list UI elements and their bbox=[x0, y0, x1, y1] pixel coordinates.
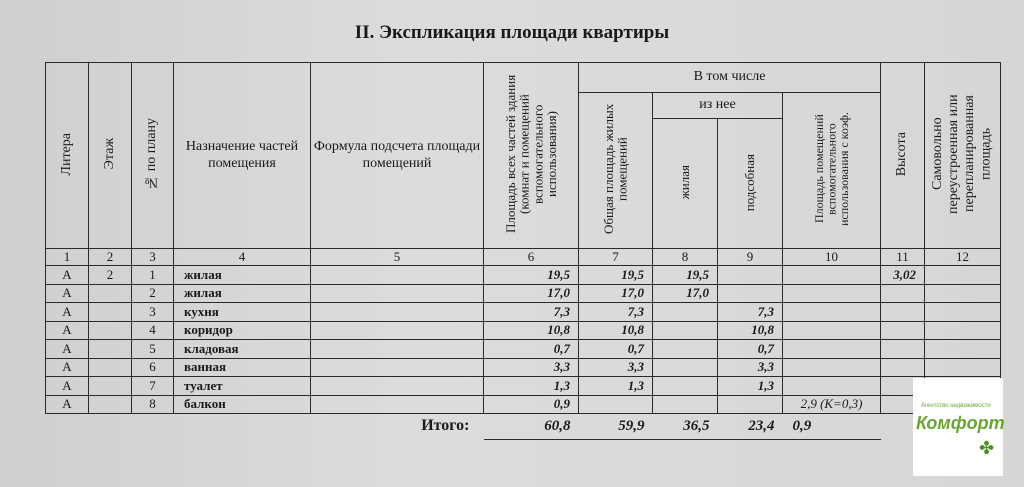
table-row bbox=[46, 266, 1001, 285]
header-floor-text: Этаж bbox=[101, 138, 117, 170]
cell-aux: 3,3 bbox=[718, 358, 783, 377]
col-num: 7 bbox=[579, 249, 653, 266]
cell-aux bbox=[718, 395, 783, 414]
cell-total: 0,7 bbox=[484, 340, 579, 359]
cell-common: 1,3 bbox=[579, 377, 653, 396]
cell-total: 1,3 bbox=[484, 377, 579, 396]
cell-name: кухня bbox=[174, 303, 311, 322]
cell-height bbox=[881, 284, 925, 303]
header-auxiliary-text: подсобная bbox=[742, 153, 758, 211]
header-common-living bbox=[579, 93, 653, 249]
cell-floor bbox=[89, 358, 132, 377]
table-row bbox=[46, 284, 1001, 303]
total-aux: 23,4 bbox=[718, 414, 783, 440]
cell-living bbox=[653, 303, 718, 322]
cell-lit: А bbox=[46, 303, 89, 322]
cell-floor bbox=[89, 284, 132, 303]
cell-living bbox=[653, 340, 718, 359]
col-num: 6 bbox=[484, 249, 579, 266]
col-num: 12 bbox=[925, 249, 1001, 266]
cell-common: 7,3 bbox=[579, 303, 653, 322]
total-common: 59,9 bbox=[579, 414, 653, 440]
table-row bbox=[46, 303, 1001, 322]
cell-empty bbox=[311, 377, 484, 396]
cell-floor bbox=[89, 395, 132, 414]
cell-aux-k: 2,9 (К=0,3) bbox=[783, 395, 881, 414]
cell-aux-k bbox=[783, 340, 881, 359]
cell-total: 3,3 bbox=[484, 358, 579, 377]
cell-floor: 2 bbox=[89, 266, 132, 285]
col-num: 8 bbox=[653, 249, 718, 266]
cell-common: 17,0 bbox=[579, 284, 653, 303]
cell-aux: 7,3 bbox=[718, 303, 783, 322]
cell-aux-k bbox=[783, 321, 881, 340]
header-floor bbox=[89, 63, 132, 249]
cell-name: кладовая bbox=[174, 340, 311, 359]
header-unauthorized bbox=[925, 63, 1001, 249]
cell-empty bbox=[925, 284, 1001, 303]
cell-empty bbox=[925, 303, 1001, 322]
cell-lit: А bbox=[46, 284, 89, 303]
col-num: 1 bbox=[46, 249, 89, 266]
explication-table bbox=[45, 62, 1001, 440]
cell-floor bbox=[89, 303, 132, 322]
logo bbox=[913, 378, 1003, 476]
cell-no: 3 bbox=[132, 303, 174, 322]
cell-total: 17,0 bbox=[484, 284, 579, 303]
cell-height: 3,02 bbox=[881, 266, 925, 285]
header-litera bbox=[46, 63, 89, 249]
header-height bbox=[881, 63, 925, 249]
cell-empty bbox=[311, 395, 484, 414]
cell-total: 10,8 bbox=[484, 321, 579, 340]
cell-lit: А bbox=[46, 358, 89, 377]
cell-height bbox=[881, 321, 925, 340]
cell-height bbox=[881, 303, 925, 322]
header-aux-coef bbox=[783, 93, 881, 249]
cell-aux bbox=[718, 284, 783, 303]
cell-aux bbox=[718, 266, 783, 285]
column-number-row bbox=[46, 249, 1001, 266]
cell-living bbox=[653, 321, 718, 340]
totals-row bbox=[46, 414, 1001, 440]
cell-empty bbox=[925, 358, 1001, 377]
header-total-area-text: Площадь всех частей здания (комнат и помещений вспомогательного использования) bbox=[502, 75, 559, 234]
header-common-living-text: Общая площадь жилых помещений bbox=[600, 104, 630, 235]
col-num: 4 bbox=[174, 249, 311, 266]
cell-empty bbox=[311, 266, 484, 285]
header-auxiliary bbox=[718, 119, 783, 249]
header-of-which: из нее bbox=[653, 93, 783, 119]
cell-empty bbox=[311, 358, 484, 377]
total-living: 36,5 bbox=[653, 414, 718, 440]
cell-no: 7 bbox=[132, 377, 174, 396]
cell-no: 4 bbox=[132, 321, 174, 340]
cell-living: 17,0 bbox=[653, 284, 718, 303]
cell-lit: А bbox=[46, 395, 89, 414]
header-plan-no-text: № по плану bbox=[144, 118, 160, 191]
cell-aux: 0,7 bbox=[718, 340, 783, 359]
col-num: 9 bbox=[718, 249, 783, 266]
cell-empty bbox=[311, 340, 484, 359]
cell-lit: А bbox=[46, 340, 89, 359]
cell-floor bbox=[89, 377, 132, 396]
cell-no: 2 bbox=[132, 284, 174, 303]
col-num: 11 bbox=[881, 249, 925, 266]
header-aux-coef-text: Площадь помещений вспомогательного использования с коэф. bbox=[811, 112, 851, 227]
table-row bbox=[46, 395, 1001, 414]
table-row bbox=[46, 377, 1001, 396]
cell-common: 0,7 bbox=[579, 340, 653, 359]
cell-empty bbox=[311, 303, 484, 322]
cell-empty bbox=[925, 321, 1001, 340]
total-aux-coef: 0,9 bbox=[783, 414, 881, 440]
cell-name: туалет bbox=[174, 377, 311, 396]
cell-aux-k bbox=[783, 284, 881, 303]
cell-common: 3,3 bbox=[579, 358, 653, 377]
cell-lit: А bbox=[46, 377, 89, 396]
cell-lit: А bbox=[46, 321, 89, 340]
header-formula: Формула подсчета площади помещений bbox=[311, 63, 484, 249]
cell-common bbox=[579, 395, 653, 414]
header-unauthorized-text: Самовольно переустроенная или перепланированная площадь bbox=[930, 94, 994, 214]
cell-living bbox=[653, 377, 718, 396]
cell-total: 0,9 bbox=[484, 395, 579, 414]
cell-no: 1 bbox=[132, 266, 174, 285]
cell-living: 19,5 bbox=[653, 266, 718, 285]
cell-empty bbox=[925, 266, 1001, 285]
document-title: II. Экспликация площади квартиры bbox=[354, 22, 670, 43]
cell-no: 5 bbox=[132, 340, 174, 359]
cell-name: коридор bbox=[174, 321, 311, 340]
cell-empty bbox=[311, 321, 484, 340]
header-total-area bbox=[484, 63, 579, 249]
cell-aux-k bbox=[783, 266, 881, 285]
header-purpose: Назначение частей помещения bbox=[174, 63, 311, 249]
cell-aux: 10,8 bbox=[718, 321, 783, 340]
clover-icon: ✤ bbox=[979, 438, 995, 458]
cell-no: 6 bbox=[132, 358, 174, 377]
logo-text: Комфорт bbox=[916, 413, 1005, 433]
col-num: 2 bbox=[89, 249, 132, 266]
header-height-text: Высота bbox=[894, 132, 910, 177]
cell-aux: 1,3 bbox=[718, 377, 783, 396]
header-including: В том числе bbox=[579, 63, 881, 93]
cell-floor bbox=[89, 321, 132, 340]
cell-living bbox=[653, 395, 718, 414]
header-plan-no bbox=[132, 63, 174, 249]
cell-aux-k bbox=[783, 303, 881, 322]
col-num: 10 bbox=[783, 249, 881, 266]
cell-height bbox=[881, 340, 925, 359]
header-litera-text: Литера bbox=[58, 132, 74, 176]
cell-name: жилая bbox=[174, 266, 311, 285]
totals-label: Итого: bbox=[46, 414, 484, 440]
cell-empty bbox=[311, 284, 484, 303]
table-body bbox=[46, 266, 1001, 414]
cell-no: 8 bbox=[132, 395, 174, 414]
cell-total: 7,3 bbox=[484, 303, 579, 322]
cell-lit: А bbox=[46, 266, 89, 285]
cell-living bbox=[653, 358, 718, 377]
cell-aux-k bbox=[783, 358, 881, 377]
cell-floor bbox=[89, 340, 132, 359]
table-row bbox=[46, 358, 1001, 377]
cell-aux-k bbox=[783, 377, 881, 396]
cell-empty bbox=[925, 340, 1001, 359]
col-num: 3 bbox=[132, 249, 174, 266]
total-area: 60,8 bbox=[484, 414, 579, 440]
cell-height bbox=[881, 358, 925, 377]
col-num: 5 bbox=[311, 249, 484, 266]
header-living bbox=[653, 119, 718, 249]
cell-name: ванная bbox=[174, 358, 311, 377]
logo-subtitle: Агентство недвижимости bbox=[921, 403, 991, 409]
cell-common: 19,5 bbox=[579, 266, 653, 285]
table-row bbox=[46, 321, 1001, 340]
cell-total: 19,5 bbox=[484, 266, 579, 285]
cell-name: балкон bbox=[174, 395, 311, 414]
cell-common: 10,8 bbox=[579, 321, 653, 340]
cell-name: жилая bbox=[174, 284, 311, 303]
header-living-text: жилая bbox=[677, 165, 693, 200]
table-row bbox=[46, 340, 1001, 359]
